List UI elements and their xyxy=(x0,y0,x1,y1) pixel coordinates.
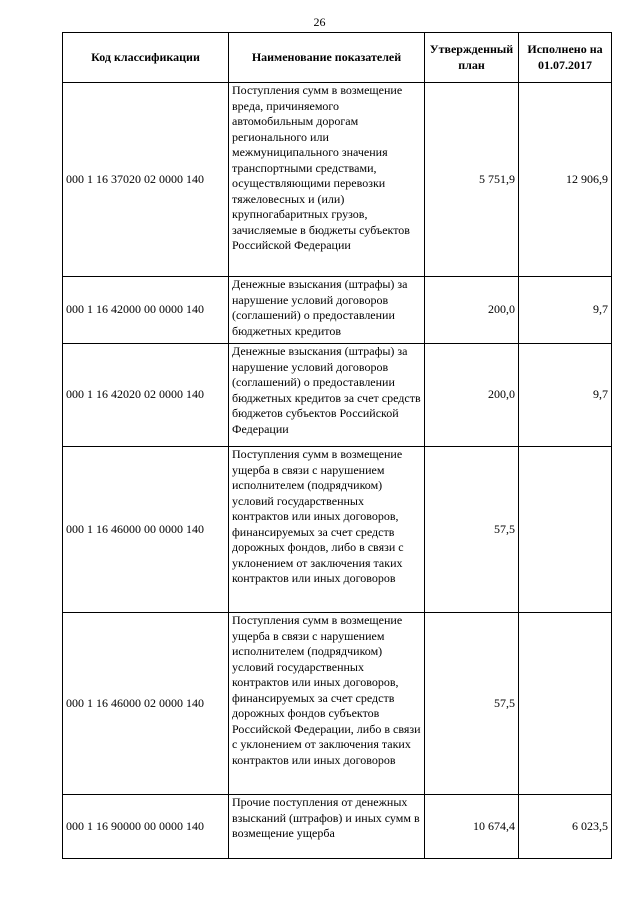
row-plan: 5 751,9 xyxy=(425,83,519,277)
table-row xyxy=(63,795,612,859)
table-row xyxy=(63,277,612,344)
row-done: 9,7 xyxy=(519,277,612,344)
row-done: 9,7 xyxy=(519,344,612,447)
row-code: 000 1 16 90000 00 0000 140 xyxy=(63,795,229,859)
row-name: Поступления сумм в возмещение ущерба в связи с нарушением исполнителем (подрядчиком) условий государственных контрактов или иных договоров, финансируемых за счет средств дорожных фондов субъектов Российской Федерации, либо в связи с уклонением от заключения таких контрактов или иных договоров xyxy=(229,613,425,795)
row-done: 6 023,5 xyxy=(519,795,612,859)
row-name: Поступления сумм в возмещение вреда, причиняемого автомобильным дорогам регионального или межмуниципального значения транспортными средствами, осуществляющими перевозки тяжеловесных и (или) крупногабаритных грузов, зачисляемые в бюджеты субъектов Российской Федерации xyxy=(229,83,425,277)
header-plan: Утвержденный план xyxy=(425,33,519,83)
row-code: 000 1 16 42000 00 0000 140 xyxy=(63,277,229,344)
row-code: 000 1 16 37020 02 0000 140 xyxy=(63,83,229,277)
header-done: Исполнено на 01.07.2017 xyxy=(519,33,612,83)
header-code: Код классификации xyxy=(63,33,229,83)
row-name: Поступления сумм в возмещение ущерба в связи с нарушением исполнителем (подрядчиком) условий государственных контрактов или иных договоров, финансируемых за счет средств дорожных фондов, либо в связи с уклонением от заключения таких контрактов или иных договоров xyxy=(229,447,425,613)
row-name: Прочие поступления от денежных взысканий (штрафов) и иных сумм в возмещение ущерба xyxy=(229,795,425,859)
table-row xyxy=(63,447,612,613)
header-name: Наименование показателей xyxy=(229,33,425,83)
row-done: 12 906,9 xyxy=(519,83,612,277)
row-code: 000 1 16 46000 02 0000 140 xyxy=(63,613,229,795)
row-plan: 57,5 xyxy=(425,613,519,795)
row-plan: 57,5 xyxy=(425,447,519,613)
row-done xyxy=(519,613,612,795)
row-name: Денежные взыскания (штрафы) за нарушение условий договоров (соглашений) о предоставлении бюджетных кредитов xyxy=(229,277,425,344)
row-code: 000 1 16 42020 02 0000 140 xyxy=(63,344,229,447)
row-code: 000 1 16 46000 00 0000 140 xyxy=(63,447,229,613)
row-name: Денежные взыскания (штрафы) за нарушение условий договоров (соглашений) о предоставлении бюджетных кредитов за счет средств бюджетов субъектов Российской Федерации xyxy=(229,344,425,447)
table-header-row xyxy=(63,33,612,83)
row-plan: 200,0 xyxy=(425,344,519,447)
table-row xyxy=(63,613,612,795)
page-number: 26 xyxy=(313,15,326,29)
row-done xyxy=(519,447,612,613)
row-plan: 200,0 xyxy=(425,277,519,344)
budget-table xyxy=(62,32,612,859)
table-row xyxy=(63,83,612,277)
row-plan: 10 674,4 xyxy=(425,795,519,859)
table-row xyxy=(63,344,612,447)
